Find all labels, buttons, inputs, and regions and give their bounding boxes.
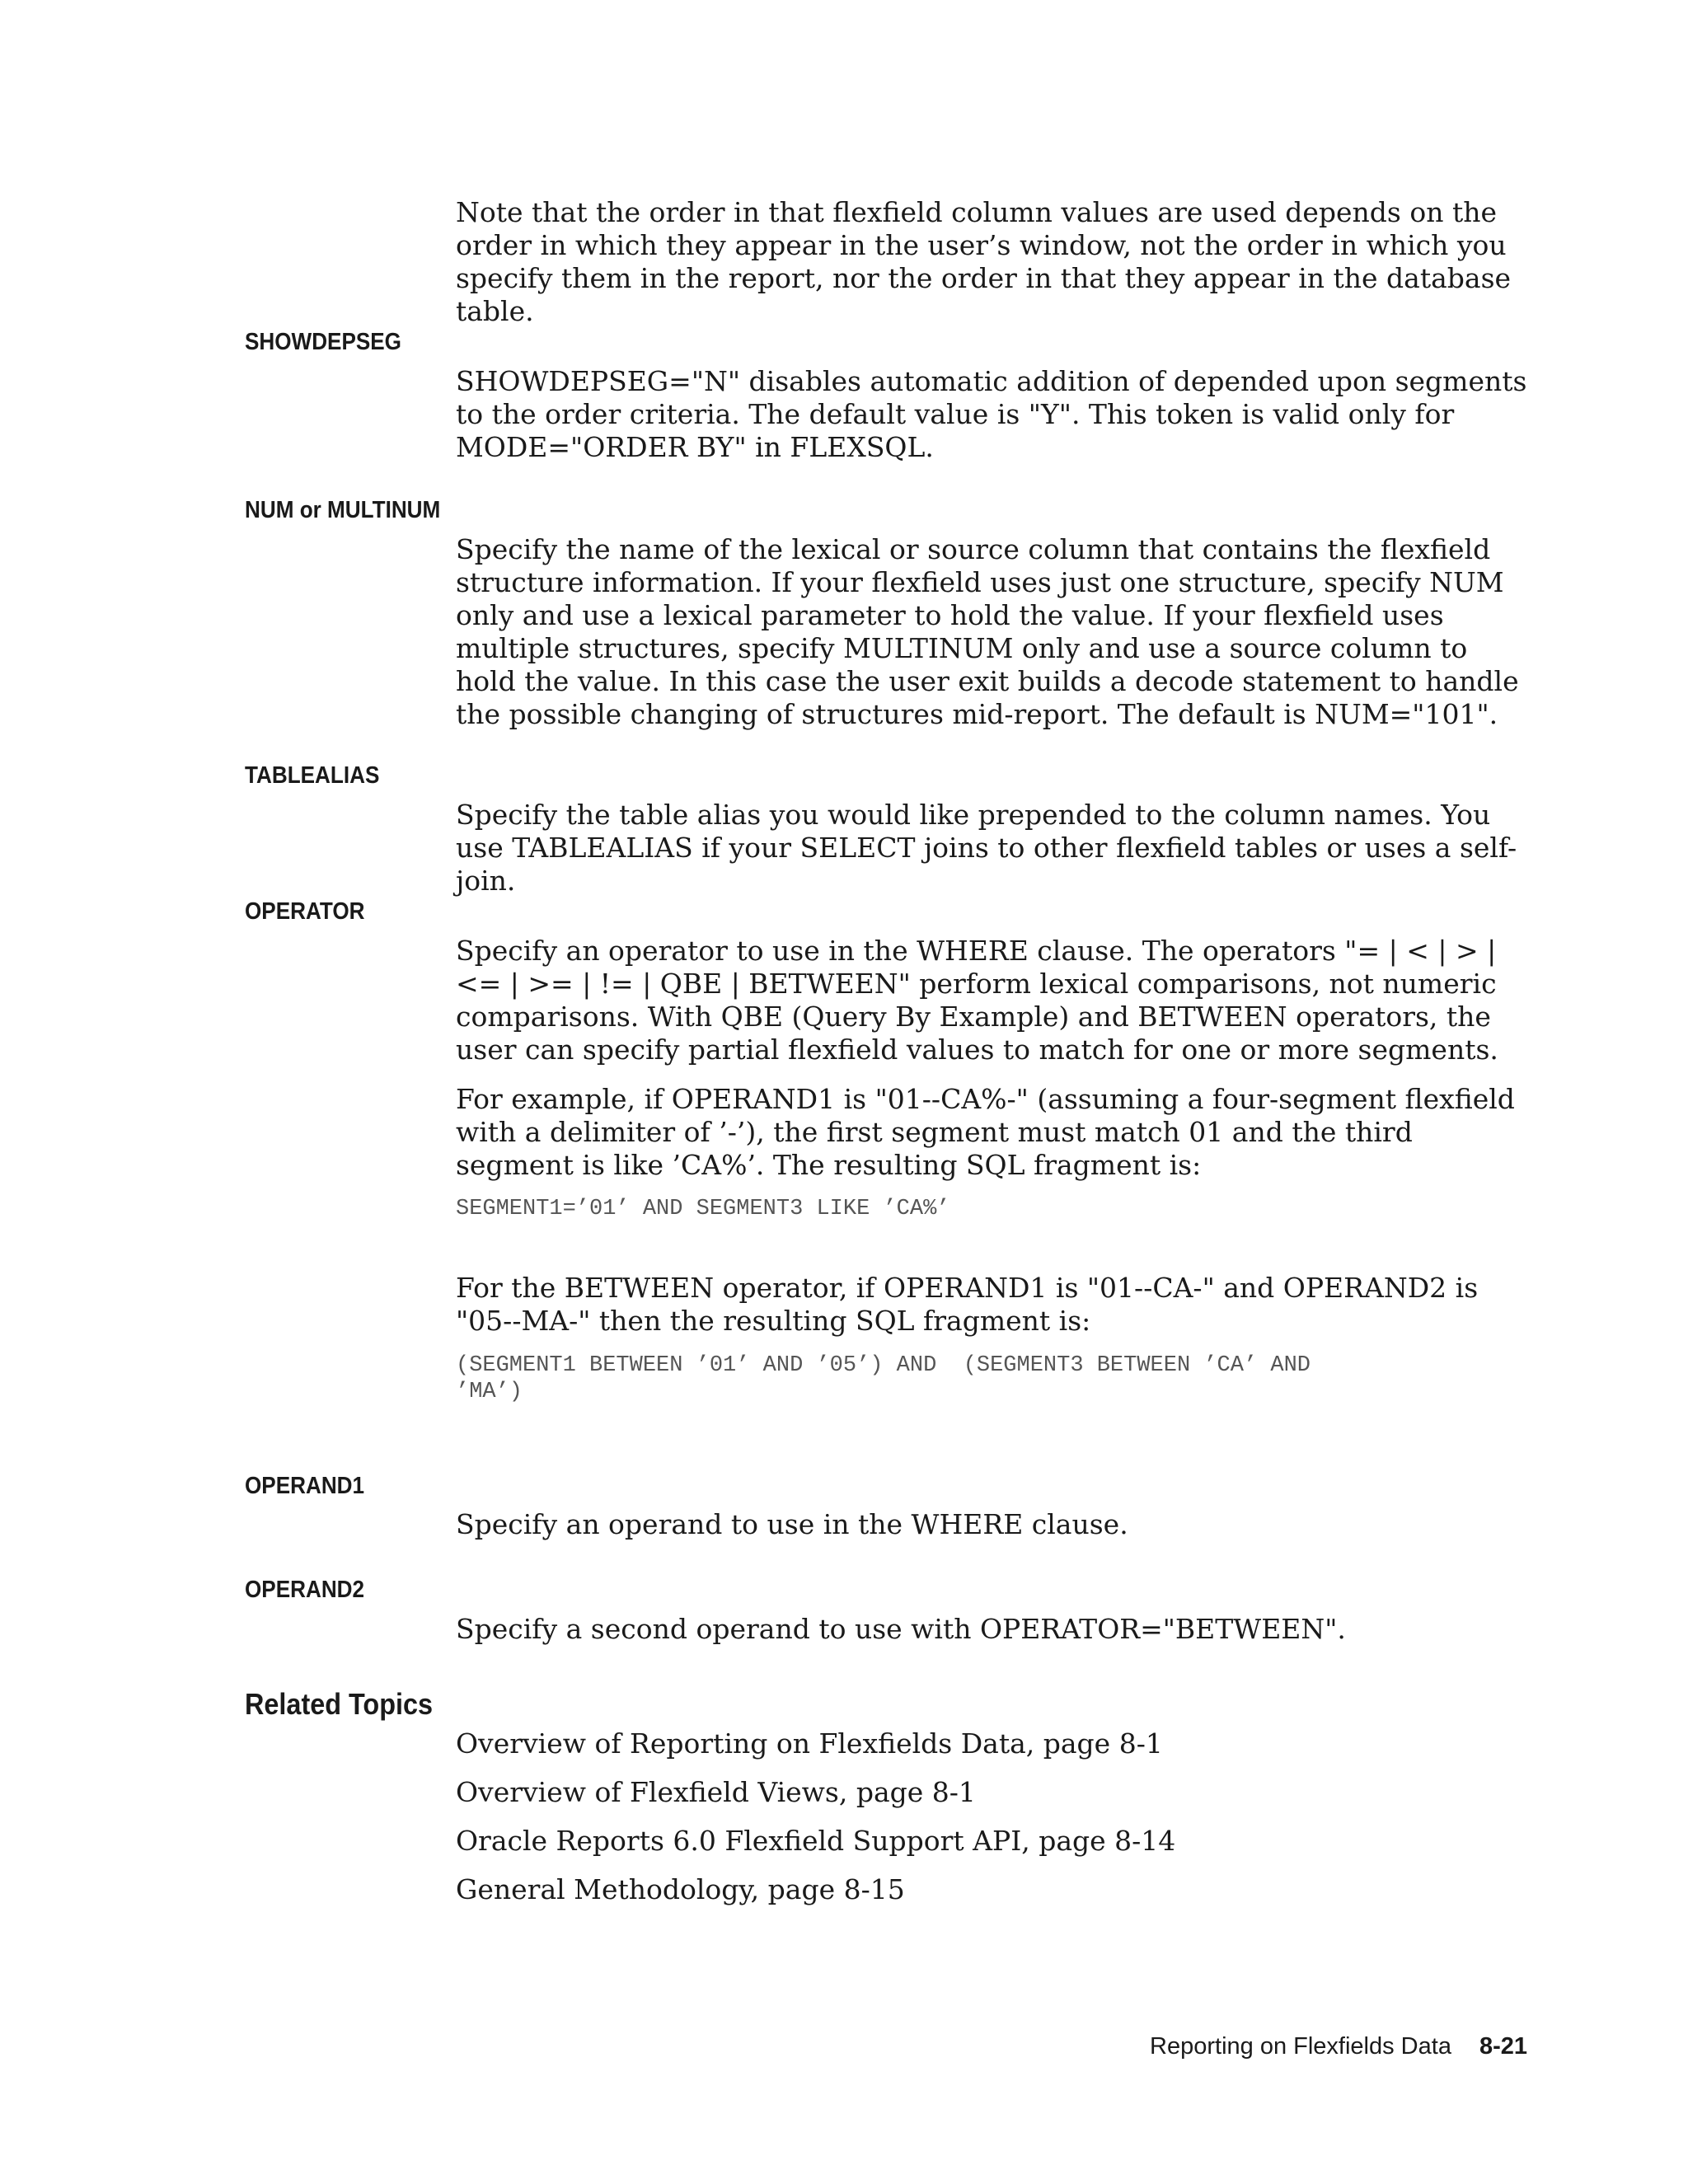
page-footer	[1150, 2032, 1527, 2060]
related-topics-heading: Related Topics	[245, 1687, 434, 1721]
definition-showdepseg: SHOWDEPSEG="N" disables automatic addition of depended upon segments to the order criteria. The default value is "Y". This token is valid only for MODE="ORDER BY" in FLEXSQL.	[456, 365, 1527, 463]
related-link-overview-views[interactable]: Overview of Flexfield Views, page 8-1	[456, 1776, 976, 1808]
definition-operand1: Specify an operand to use in the WHERE clause.	[456, 1508, 1128, 1540]
related-link-general-methodology[interactable]: General Methodology, page 8-15	[456, 1873, 905, 1905]
term-showdepseg: SHOWDEPSEG	[245, 329, 401, 355]
term-operand1: OPERAND1	[245, 1473, 365, 1499]
term-operand2: OPERAND2	[245, 1577, 365, 1603]
definition-operator: Specify an operator to use in the WHERE clause. The operators "= | < | > | <= | >= | != | QBE | BETWEEN" perform lexical comparisons, not numeric comparisons. With QBE (Query By Example) and BETWEEN operators, the user can specify partial flexfield values to match for one or more segments.	[456, 935, 1498, 1066]
footer-chapter-title: Reporting on Flexfields Data	[1150, 2033, 1451, 2060]
related-link-reports-api[interactable]: Oracle Reports 6.0 Flexfield Support API, page 8-14	[456, 1825, 1176, 1857]
term-tablealias: TABLEALIAS	[245, 762, 380, 789]
operator-example-paragraph: For example, if OPERAND1 is "01--CA%-" (assuming a four-segment flexfield with a delimiter of ’-’), the first segment must match 01 and the third segment is like ’CA%’. The resulting SQL fragment is:	[456, 1083, 1515, 1181]
definition-tablealias: Specify the table alias you would like prepended to the column names. You use TABLEALIAS if your SELECT joins to other flexfield tables or uses a self-join.	[456, 799, 1517, 897]
term-num-multinum: NUM or MULTINUM	[245, 497, 441, 523]
code-sample-between: (SEGMENT1 BETWEEN ’01’ AND ’05’) AND (SEGMENT3 BETWEEN ’CA’ AND ’MA’)	[456, 1353, 1311, 1404]
code-sample-like: SEGMENT1=’01’ AND SEGMENT3 LIKE ’CA%’	[456, 1197, 950, 1221]
definition-operand2: Specify a second operand to use with OPERATOR="BETWEEN".	[456, 1613, 1346, 1645]
term-operator: OPERATOR	[245, 898, 365, 925]
related-link-overview-reporting[interactable]: Overview of Reporting on Flexfields Data, page 8-1	[456, 1727, 1163, 1760]
definition-num-multinum: Specify the name of the lexical or source column that contains the flexfield structure information. If your flexfield uses just one structure, specify NUM only and use a lexical parameter to hold the value. If your flexfield uses multiple structures, specify MULTINUM only and use a source column to hold the value. In this case the user exit builds a decode statement to handle the possible changing of structures mid-report. The default is NUM="101".	[456, 533, 1519, 730]
intro-paragraph: Note that the order in that flexfield column values are used depends on the order in which they appear in the user’s window, not the order in which you specify them in the report, nor the order in that they appear in the database table.	[456, 196, 1512, 327]
footer-page-number: 8-21	[1479, 2033, 1527, 2060]
between-example-paragraph: For the BETWEEN operator, if OPERAND1 is "01--CA-" and OPERAND2 is "05--MA-" then the resulting SQL fragment is:	[456, 1272, 1479, 1337]
